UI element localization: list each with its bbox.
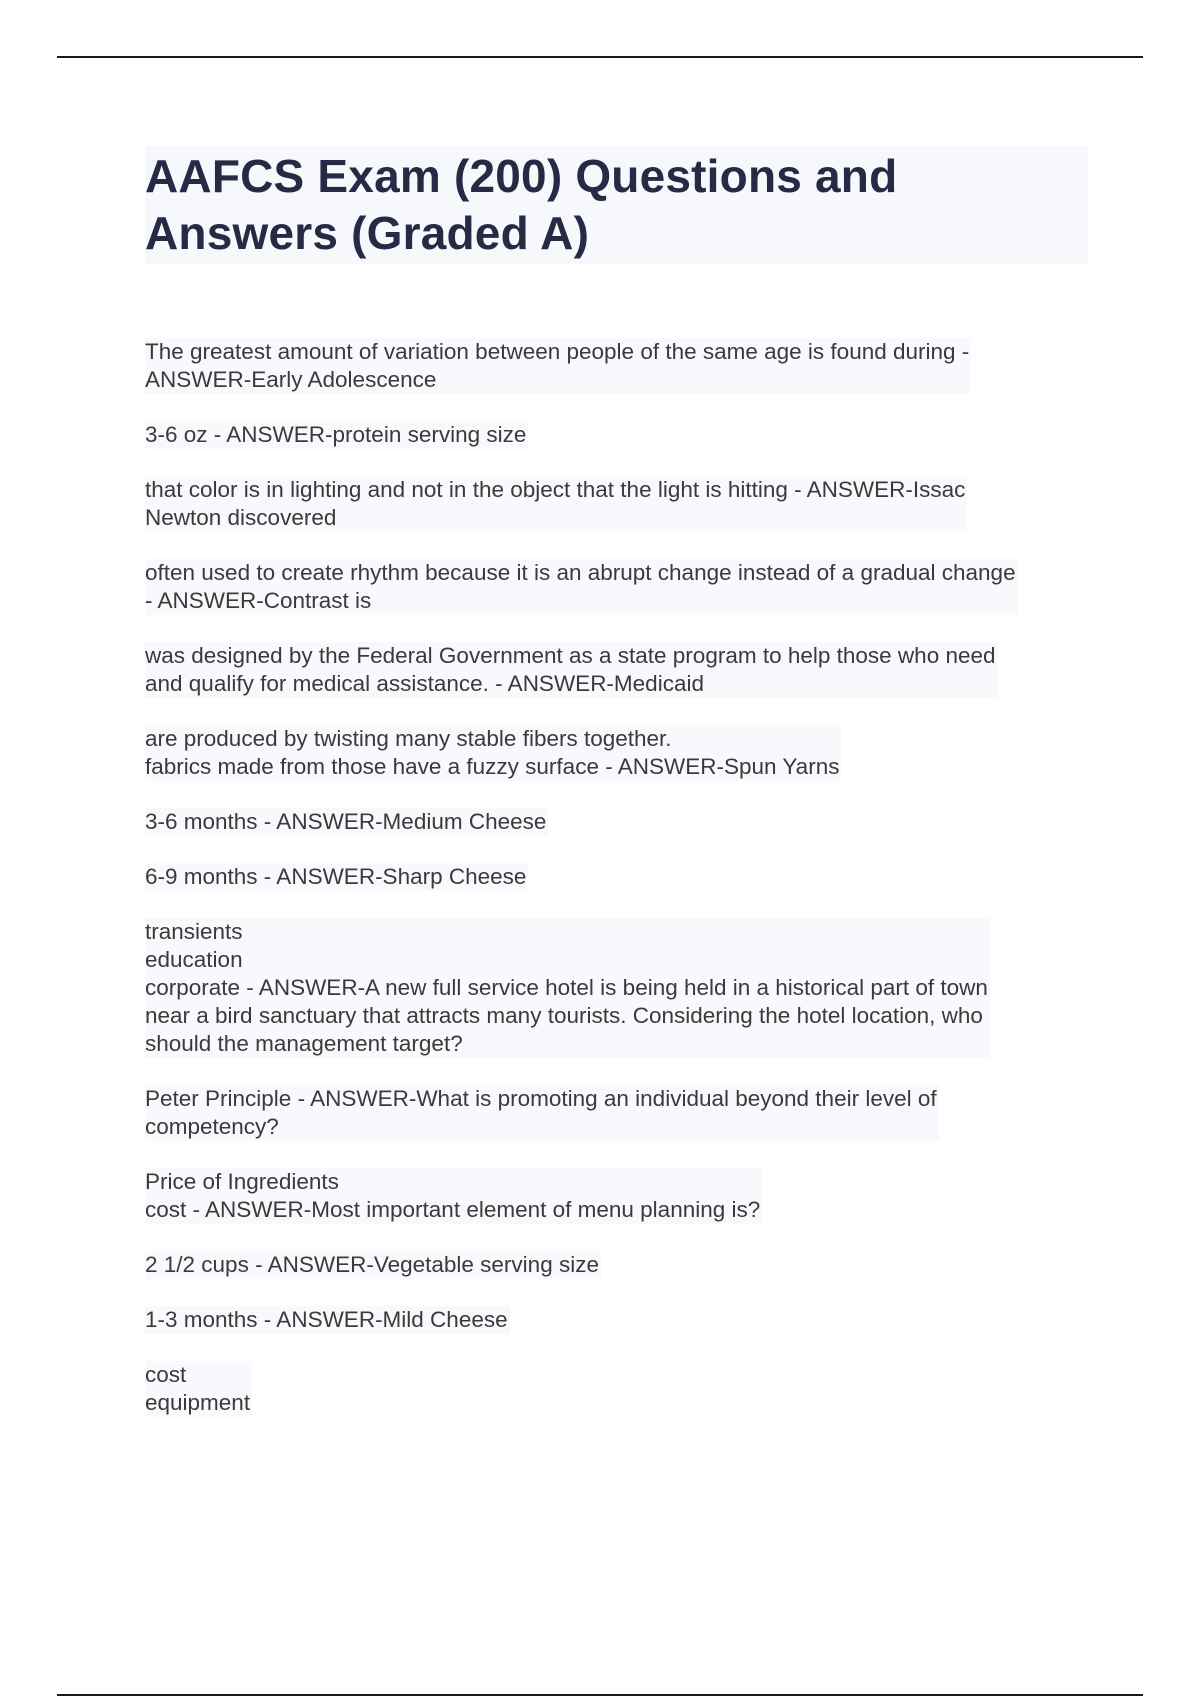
qa-entry: 1-3 months - ANSWER-Mild Cheese [145, 1307, 508, 1332]
qa-entry: Peter Principle - ANSWER-What is promoting an individual beyond their level of competency? [145, 1086, 937, 1139]
qa-entry: are produced by twisting many stable fibers together. fabrics made from those have a fuzzy surface - ANSWER-Spun Yarns [145, 726, 840, 779]
qa-entry: transients education corporate - ANSWER-A new full service hotel is being held in a historical part of town near a bird sanctuary that attracts many tourists. Considering the hotel location, who should the management target? [145, 919, 988, 1056]
qa-entry: Price of Ingredients cost - ANSWER-Most important element of menu planning is? [145, 1169, 761, 1222]
qa-entry: 6-9 months - ANSWER-Sharp Cheese [145, 864, 527, 889]
footer-rule [57, 1694, 1143, 1696]
title-block [145, 146, 1088, 264]
qa-entry: was designed by the Federal Government as a state program to help those who need and qualify for medical assistance. - ANSWER-Medicaid [145, 643, 996, 696]
qa-entry: that color is in lighting and not in the object that the light is hitting - ANSWER-Issac Newton discovered [145, 477, 966, 530]
qa-entry: 2 1/2 cups - ANSWER-Vegetable serving size [145, 1252, 599, 1277]
header-rule [57, 56, 1143, 58]
document-title: AAFCS Exam (200) Questions and Answers (Graded A) [145, 150, 898, 259]
qa-entry: often used to create rhythm because it is an abrupt change instead of a gradual change - ANSWER-Contrast is [145, 560, 1016, 613]
qa-entry: The greatest amount of variation between people of the same age is found during - ANSWER-Early Adolescence [145, 339, 970, 392]
qa-entry: cost equipment [145, 1362, 251, 1415]
qa-entry: 3-6 oz - ANSWER-protein serving size [145, 422, 527, 447]
qa-list [145, 338, 1090, 1444]
qa-entry: 3-6 months - ANSWER-Medium Cheese [145, 809, 547, 834]
